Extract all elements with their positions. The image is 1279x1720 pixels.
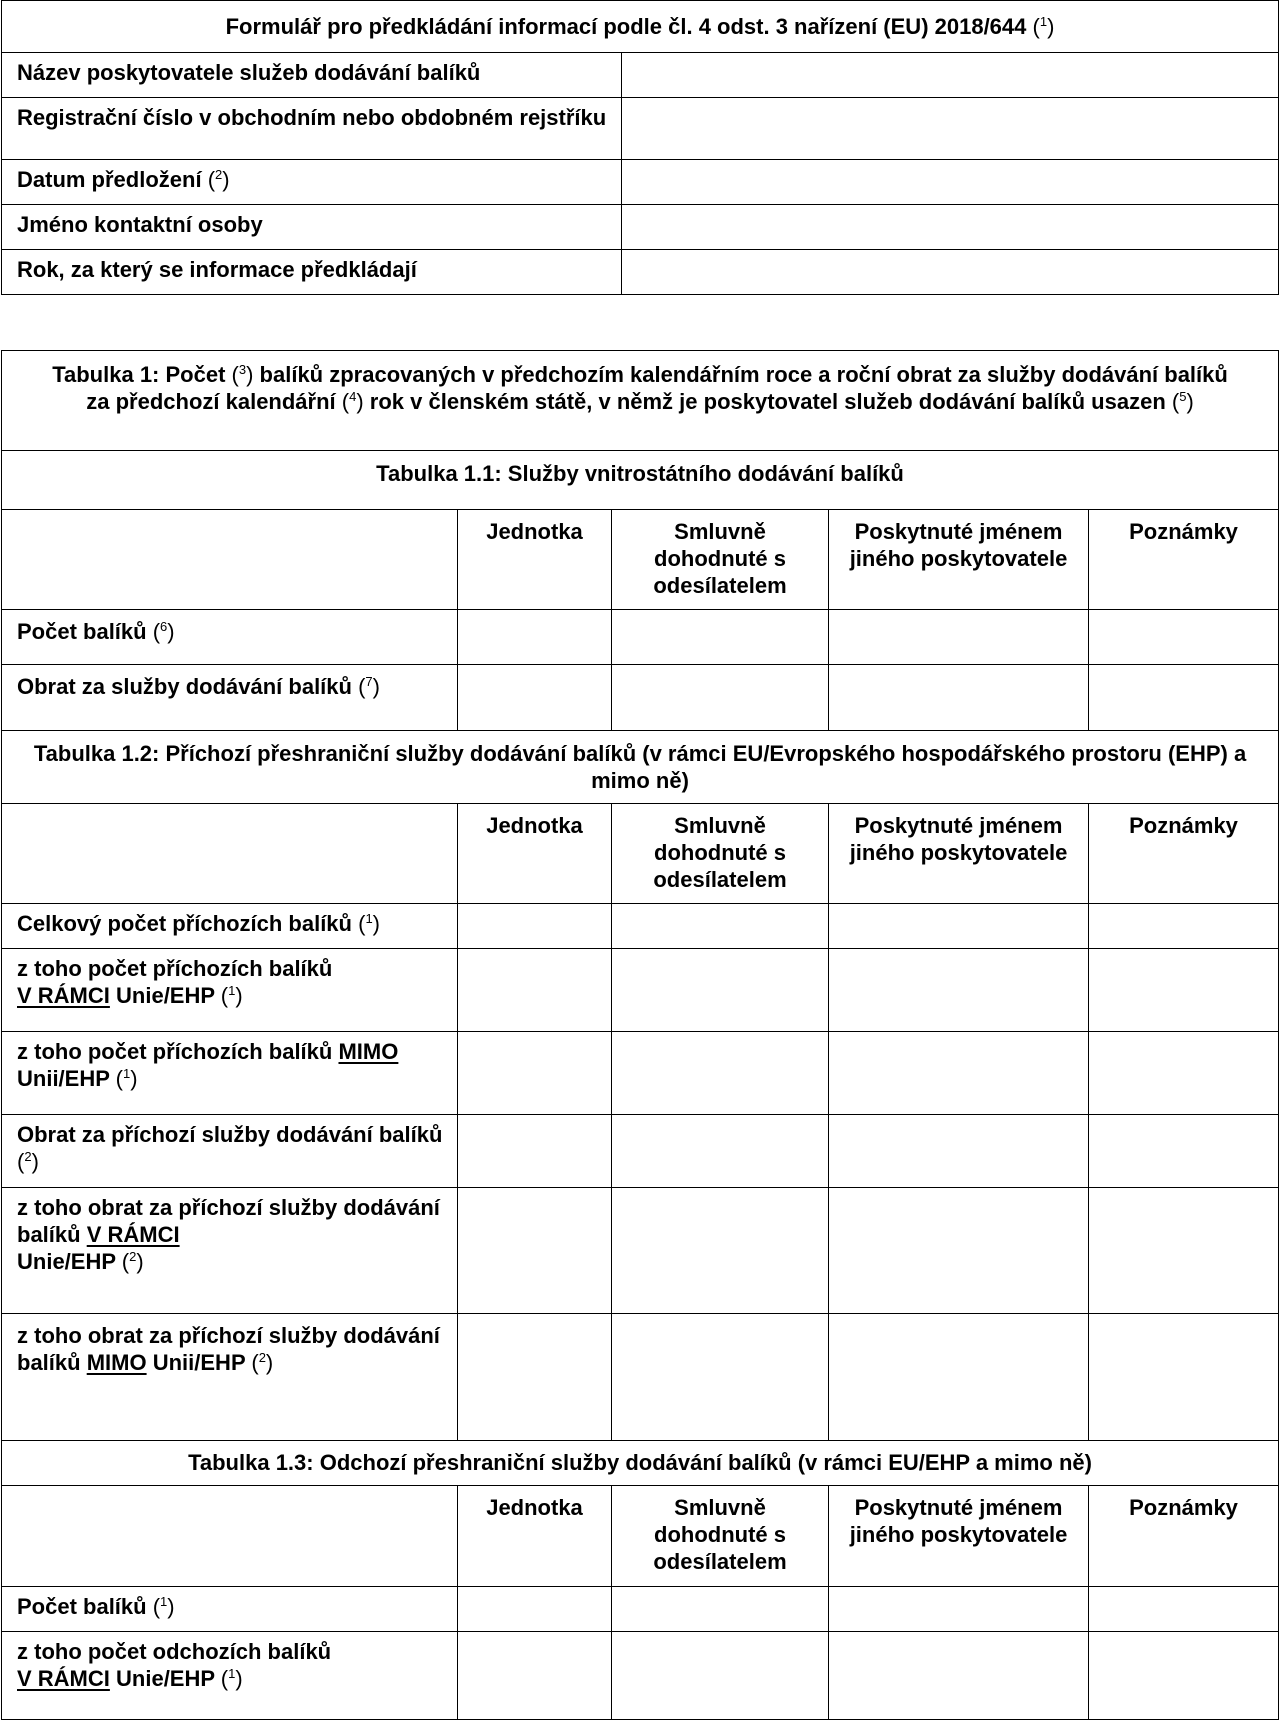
header-empty xyxy=(2,804,458,904)
row-label: z toho počet odchozích balíků V RÁMCI Unie/EHP ($^1$) xyxy=(2,1632,458,1720)
cell-notes[interactable] xyxy=(1089,1314,1279,1441)
header-on-behalf: Poskytnuté jménem jiného poskytovatele xyxy=(829,1486,1089,1587)
cell-contracted[interactable] xyxy=(612,1632,829,1720)
table-1-2-title: Tabulka 1.2: Příchozí přeshraniční služby dodávání balíků (v rámci EU/Evropského hospodářského prostoru (EHP) a mimo ně) xyxy=(2,731,1279,804)
cell-notes[interactable] xyxy=(1089,1632,1279,1720)
cell-notes[interactable] xyxy=(1089,904,1279,949)
row-label: Celkový počet příchozích balíků ($^1$) xyxy=(2,904,458,949)
table-row xyxy=(2,1632,1279,1720)
header-notes: Poznámky xyxy=(1089,1486,1279,1587)
row-label: z toho počet příchozích balíků V RÁMCI Unie/EHP ($^1$) xyxy=(2,949,458,1032)
table-row xyxy=(2,1115,1279,1188)
table-1-3-column-headers xyxy=(2,1486,1279,1587)
cell-on-behalf[interactable] xyxy=(829,665,1089,731)
table-1-1-title: Tabulka 1.1: Služby vnitrostátního dodávání balíků xyxy=(2,451,1279,510)
header-notes: Poznámky xyxy=(1089,510,1279,610)
cell-contracted[interactable] xyxy=(612,1587,829,1632)
table-row xyxy=(2,1032,1279,1115)
cell-contracted[interactable] xyxy=(612,665,829,731)
registration-number-label: Registrační číslo v obchodním nebo obdobném rejstříku xyxy=(2,98,622,160)
header-empty xyxy=(2,1486,458,1587)
cell-notes[interactable] xyxy=(1089,949,1279,1032)
table-row xyxy=(2,1314,1279,1441)
header-notes: Poznámky xyxy=(1089,804,1279,904)
form-header-table xyxy=(1,0,1279,295)
header-on-behalf: Poskytnuté jménem jiného poskytovatele xyxy=(829,804,1089,904)
cell-on-behalf[interactable] xyxy=(829,610,1089,665)
cell-unit[interactable] xyxy=(458,665,612,731)
row-label: z toho obrat za příchozí služby dodávání balíků V RÁMCI Unie/EHP ($^2$) xyxy=(2,1188,458,1314)
cell-on-behalf[interactable] xyxy=(829,1587,1089,1632)
cell-contracted[interactable] xyxy=(612,904,829,949)
reporting-year-label: Rok, za který se informace předkládají xyxy=(2,250,622,295)
cell-unit[interactable] xyxy=(458,1032,612,1115)
cell-contracted[interactable] xyxy=(612,1115,829,1188)
row-label: Obrat za příchozí služby dodávání balíků ($^2$) xyxy=(2,1115,458,1188)
cell-on-behalf[interactable] xyxy=(829,1032,1089,1115)
cell-unit[interactable] xyxy=(458,1314,612,1441)
header-contracted: Smluvně dohodnuté s odesílatelem xyxy=(612,804,829,904)
header-unit: Jednotka xyxy=(458,510,612,610)
submission-date-field[interactable] xyxy=(622,160,1279,205)
table-row xyxy=(2,904,1279,949)
row-label: Počet balíků ($^1$) xyxy=(2,1587,458,1632)
header-unit: Jednotka xyxy=(458,804,612,904)
cell-unit[interactable] xyxy=(458,1587,612,1632)
submission-date-label: Datum předložení ($^2$) xyxy=(2,160,622,205)
cell-contracted[interactable] xyxy=(612,1032,829,1115)
cell-on-behalf[interactable] xyxy=(829,1632,1089,1720)
table-1-title: Tabulka 1: Počet ($^3$) balíků zpracovaných v předchozím kalendářním roce a roční obrat za služby dodávání balíků za předchozí kalendářní ($^4$) rok v členském státě, v němž je poskytovatel služeb dodávání balíků usazen ($^5$) xyxy=(2,351,1279,451)
cell-notes[interactable] xyxy=(1089,665,1279,731)
header-contracted: Smluvně dohodnuté s odesílatelem xyxy=(612,1486,829,1587)
table-1-3-title: Tabulka 1.3: Odchozí přeshraniční služby dodávání balíků (v rámci EU/EHP a mimo ně) xyxy=(2,1441,1279,1486)
table-row xyxy=(2,1188,1279,1314)
cell-on-behalf[interactable] xyxy=(829,1314,1089,1441)
contact-person-field[interactable] xyxy=(622,205,1279,250)
table-row xyxy=(2,1587,1279,1632)
row-label: z toho obrat za příchozí služby dodávání balíků MIMO Unii/EHP ($^2$) xyxy=(2,1314,458,1441)
table-1 xyxy=(1,350,1279,1720)
cell-contracted[interactable] xyxy=(612,1188,829,1314)
row-label: Obrat za služby dodávání balíků ($^7$) xyxy=(2,665,458,731)
cell-unit[interactable] xyxy=(458,610,612,665)
cell-unit[interactable] xyxy=(458,949,612,1032)
header-unit: Jednotka xyxy=(458,1486,612,1587)
cell-on-behalf[interactable] xyxy=(829,1115,1089,1188)
header-contracted: Smluvně dohodnuté s odesílatelem xyxy=(612,510,829,610)
table-1-2-column-headers xyxy=(2,804,1279,904)
cell-on-behalf[interactable] xyxy=(829,949,1089,1032)
reporting-year-field[interactable] xyxy=(622,250,1279,295)
provider-name-field[interactable] xyxy=(622,53,1279,98)
cell-notes[interactable] xyxy=(1089,1032,1279,1115)
contact-person-label: Jméno kontaktní osoby xyxy=(2,205,622,250)
cell-contracted[interactable] xyxy=(612,1314,829,1441)
cell-contracted[interactable] xyxy=(612,949,829,1032)
cell-on-behalf[interactable] xyxy=(829,1188,1089,1314)
table-row xyxy=(2,949,1279,1032)
cell-unit[interactable] xyxy=(458,904,612,949)
cell-notes[interactable] xyxy=(1089,1115,1279,1188)
provider-name-label: Název poskytovatele služeb dodávání balíků xyxy=(2,53,622,98)
table-row xyxy=(2,665,1279,731)
row-label: z toho počet příchozích balíků MIMO Unii/EHP ($^1$) xyxy=(2,1032,458,1115)
table-1-1-column-headers xyxy=(2,510,1279,610)
registration-number-field[interactable] xyxy=(622,98,1279,160)
table-row xyxy=(2,610,1279,665)
cell-unit[interactable] xyxy=(458,1632,612,1720)
cell-unit[interactable] xyxy=(458,1188,612,1314)
cell-notes[interactable] xyxy=(1089,610,1279,665)
cell-notes[interactable] xyxy=(1089,1587,1279,1632)
cell-on-behalf[interactable] xyxy=(829,904,1089,949)
cell-notes[interactable] xyxy=(1089,1188,1279,1314)
cell-contracted[interactable] xyxy=(612,610,829,665)
form-title: Formulář pro předkládání informací podle čl. 4 odst. 3 nařízení (EU) 2018/644 ($^1$) xyxy=(2,1,1279,53)
cell-unit[interactable] xyxy=(458,1115,612,1188)
row-label: Počet balíků ($^6$) xyxy=(2,610,458,665)
header-on-behalf: Poskytnuté jménem jiného poskytovatele xyxy=(829,510,1089,610)
header-empty xyxy=(2,510,458,610)
